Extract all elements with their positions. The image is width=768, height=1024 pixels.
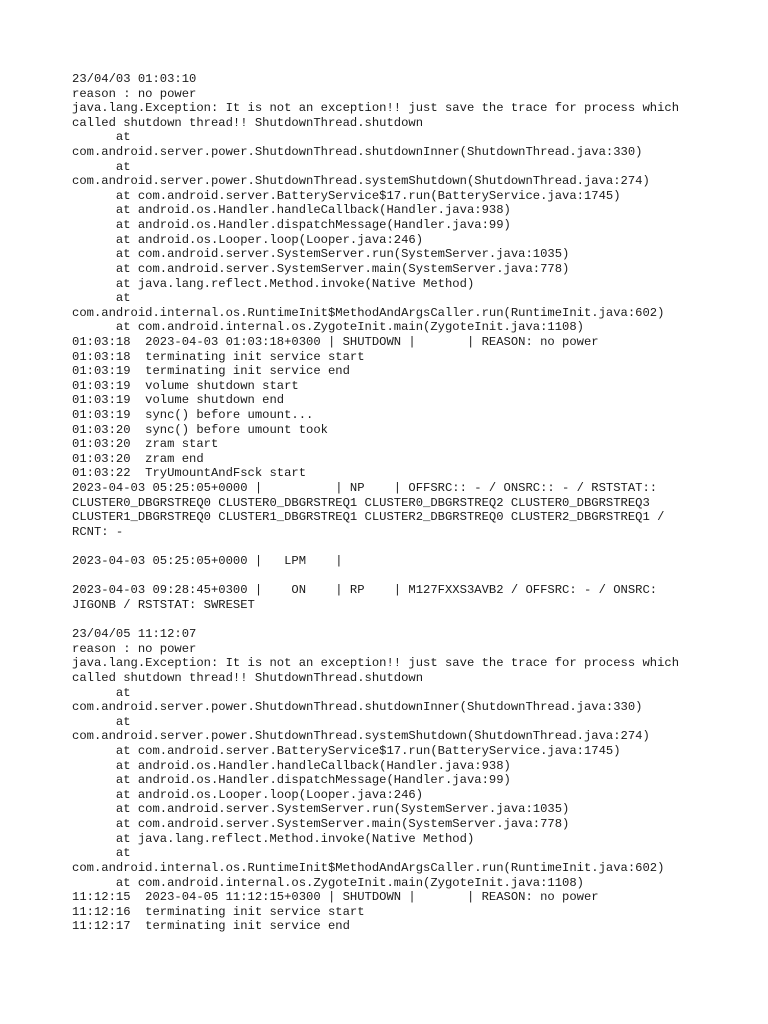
log-line: 01:03:19 sync() before umount...	[72, 408, 314, 423]
log-line: CLUSTER1_DBGRSTREQ0 CLUSTER1_DBGRSTREQ1 CLUSTER2_DBGRSTREQ0 CLUSTER2_DBGRSTREQ1 /	[72, 510, 665, 525]
log-line: called shutdown thread!! ShutdownThread.shutdown	[72, 670, 424, 685]
log-line: 23/04/03 01:03:10	[72, 72, 197, 86]
log-line	[72, 569, 732, 584]
log-line: at	[72, 130, 131, 145]
log-line: 11:12:15 2023-04-05 11:12:15+0300 | SHUTDOWN | | REASON: no power	[72, 890, 599, 905]
log-line: at com.android.internal.os.ZygoteInit.main(ZygoteInit.java:1108)	[72, 875, 584, 890]
log-line: at android.os.Handler.handleCallback(Handler.java:938)	[72, 203, 511, 218]
log-line: 01:03:22 TryUmountAndFsck start	[72, 466, 307, 481]
log-line: reason : no power	[72, 86, 197, 101]
log-line: 2023-04-03 05:25:05+0000 | | NP | OFFSRC:: - / ONSRC:: - / RSTSTAT::	[72, 481, 658, 496]
log-line: at com.android.server.SystemServer.run(SystemServer.java:1035)	[72, 802, 570, 817]
log-line: at android.os.Handler.dispatchMessage(Handler.java:99)	[72, 218, 511, 233]
log-line: at java.lang.reflect.Method.invoke(Native Method)	[72, 831, 475, 846]
log-line: at	[72, 846, 131, 861]
log-line: 01:03:19 volume shutdown start	[72, 378, 299, 393]
log-line: java.lang.Exception: It is not an exception!! just save the trace for process which	[72, 656, 680, 671]
log-line: at android.os.Looper.loop(Looper.java:246)	[72, 787, 424, 802]
log-line: 01:03:19 volume shutdown end	[72, 393, 285, 408]
log-line: com.android.internal.os.RuntimeInit$MethodAndArgsCaller.run(RuntimeInit.java:602)	[72, 860, 665, 875]
log-line: at	[72, 291, 131, 306]
log-line: 01:03:20 zram start	[72, 437, 219, 452]
log-line: 2023-04-03 05:25:05+0000 | LPM |	[72, 554, 343, 569]
log-line: com.android.server.power.ShutdownThread.shutdownInner(ShutdownThread.java:330)	[72, 145, 643, 160]
log-line: at com.android.server.SystemServer.main(SystemServer.java:778)	[72, 261, 570, 276]
log-line	[72, 540, 732, 555]
log-line: 01:03:18 terminating init service start	[72, 349, 365, 364]
log-line: 01:03:19 terminating init service end	[72, 364, 350, 379]
log-line: at com.android.server.BatteryService$17.run(BatteryService.java:1745)	[72, 744, 621, 759]
log-line: at	[72, 685, 131, 700]
log-line	[72, 613, 732, 628]
log-line: com.android.server.power.ShutdownThread.systemShutdown(ShutdownThread.java:274)	[72, 174, 650, 189]
log-line: RCNT: -	[72, 524, 124, 539]
log-line: java.lang.Exception: It is not an exception!! just save the trace for process which	[72, 101, 680, 116]
log-line: CLUSTER0_DBGRSTREQ0 CLUSTER0_DBGRSTREQ1 CLUSTER0_DBGRSTREQ2 CLUSTER0_DBGRSTREQ3	[72, 495, 650, 510]
log-line: at com.android.server.BatteryService$17.run(BatteryService.java:1745)	[72, 188, 621, 203]
log-line: 01:03:20 zram end	[72, 451, 204, 466]
log-line: 01:03:20 sync() before umount took	[72, 422, 328, 437]
log-line: at android.os.Handler.dispatchMessage(Handler.java:99)	[72, 773, 511, 788]
log-line: reason : no power	[72, 641, 197, 656]
log-line: 2023-04-03 09:28:45+0300 | ON | RP | M127FXXS3AVB2 / OFFSRC: - / ONSRC:	[72, 583, 658, 598]
log-line: at com.android.server.SystemServer.main(SystemServer.java:778)	[72, 817, 570, 832]
log-line: com.android.server.power.ShutdownThread.systemShutdown(ShutdownThread.java:274)	[72, 729, 650, 744]
log-line: 11:12:17 terminating init service end	[72, 919, 350, 934]
log-line: 23/04/05 11:12:07	[72, 627, 197, 642]
log-line: at	[72, 714, 131, 729]
log-line: at	[72, 159, 131, 174]
log-line: at com.android.server.SystemServer.run(SystemServer.java:1035)	[72, 247, 570, 262]
log-line: at android.os.Looper.loop(Looper.java:246)	[72, 232, 424, 247]
log-line: at java.lang.reflect.Method.invoke(Native Method)	[72, 276, 475, 291]
log-line: at com.android.internal.os.ZygoteInit.main(ZygoteInit.java:1108)	[72, 320, 584, 335]
log-line: at android.os.Handler.handleCallback(Handler.java:938)	[72, 758, 511, 773]
log-line: 11:12:16 terminating init service start	[72, 904, 365, 919]
log-line: called shutdown thread!! ShutdownThread.shutdown	[72, 115, 424, 130]
log-line: 01:03:18 2023-04-03 01:03:18+0300 | SHUTDOWN | | REASON: no power	[72, 334, 599, 349]
log-document	[72, 72, 732, 934]
log-line: JIGONB / RSTSTAT: SWRESET	[72, 597, 255, 612]
log-line: com.android.server.power.ShutdownThread.shutdownInner(ShutdownThread.java:330)	[72, 700, 643, 715]
log-line: com.android.internal.os.RuntimeInit$MethodAndArgsCaller.run(RuntimeInit.java:602)	[72, 305, 665, 320]
